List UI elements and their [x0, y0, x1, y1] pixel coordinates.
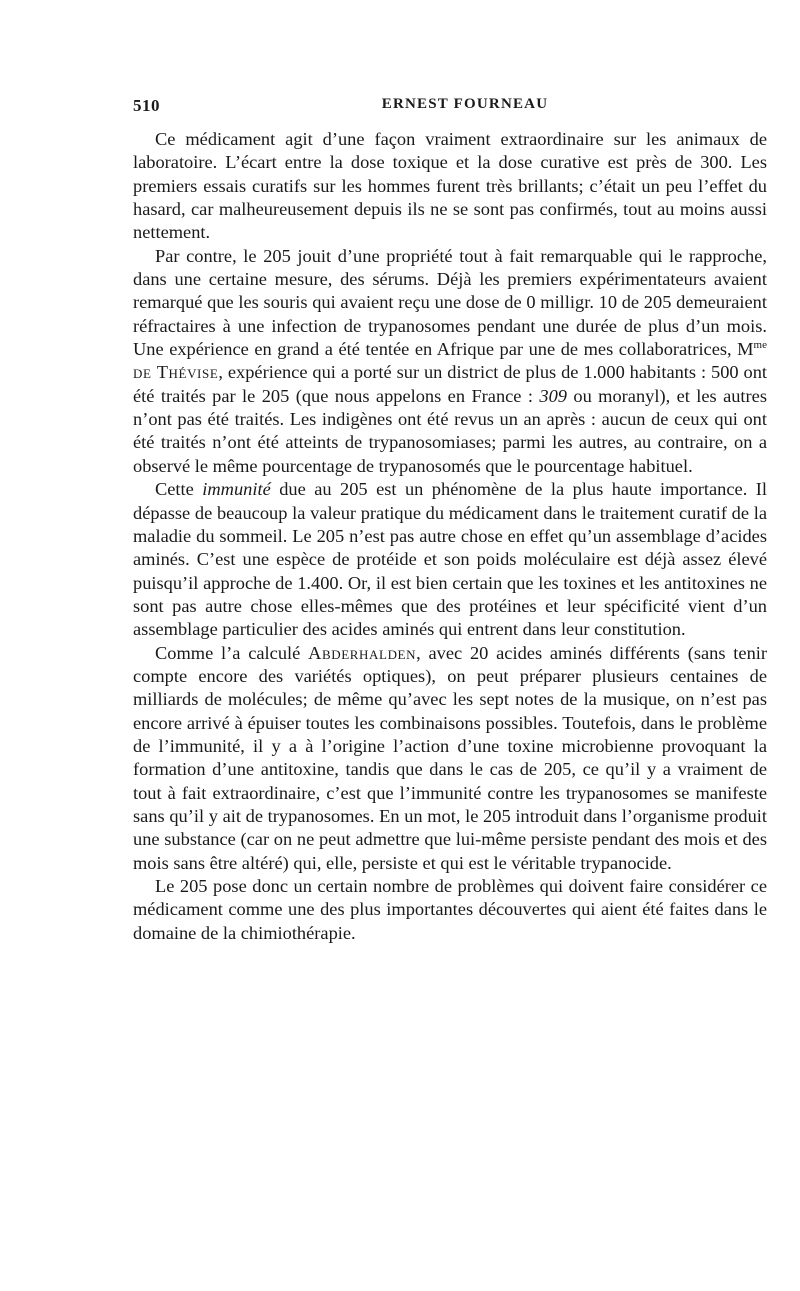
paragraph-4-text-a: Comme l’a calculé — [155, 642, 309, 663]
page-number: 510 — [133, 96, 160, 115]
running-title: ERNEST FOURNEAU — [381, 96, 549, 112]
body-text — [133, 128, 767, 945]
paragraph-3-italic: immunité — [202, 479, 271, 500]
paragraph-2-text-c: ou moranyl), et les autres n’ont pas été traités. Les indigènes ont été revus un an après : aucun de ceux qui ont été traités n’ont été atteints de trypanosomiases; parmi les autres, au contraire, on a observé le même pourcentage de trypanosomés que le pourcentage habituel. — [133, 385, 767, 476]
paragraph-1: Ce médicament agit d’une façon vraiment extraordinaire sur les animaux de laboratoire. L’écart entre la dose toxique et la dose curative est près de 300. Les premiers essais curatifs sur les hommes furent très brillants; c’était un peu l’effet du hasard, car malheureusement depuis ils ne se sont pas confirmés, tout au moins aussi nettement. — [133, 129, 767, 243]
paragraph-2-italic: 309 — [539, 385, 567, 406]
paragraph-4-text-b: , avec 20 acides aminés différents (sans tenir compte encore des variétés optiques), on peut préparer plusieurs centaines de milliards de molécules; de même qu’avec les sept notes de la musique, on n’est pas encore arrivé à épuiser toutes les combinaisons possibles. Toutefois, dans le problème de l’immunité, il y a à l’origine l’action d’une toxine microbienne provoquant la formation d’une antitoxine, tandis que dans le cas de 205, ce qu’il y a vraiment de tout à fait extraordinaire, c’est que l’immunité contre les trypanosomes se manifeste sans qu’il y ait de trypanosomes. En un mot, le 205 introduit dans l’organisme produit une substance (car on ne peut admettre que lui-même persiste pendant des mois et des mois sans être altéré) qui, elle, persiste et qui est le véritable trypanocide. — [133, 642, 767, 873]
page-header — [133, 96, 767, 124]
paragraph-3-text-b: due au 205 est un phénomène de la plus haute importance. Il dépasse de beaucoup la valeur pratique du médicament dans le traitement curatif de la maladie du sommeil. Le 205 n’est pas autre chose en effet qu’un assemblage d’acides aminés. C’est une espèce de protéide et son poids moléculaire est déjà assez élevé puisqu’il approche de 1.400. Or, il est bien certain que les toxines et les antitoxines ne sont pas autre chose elles-mêmes que des protéines et leur spécificité vient d’un assemblage particulier des acides aminés qui entrent dans leur constitution. — [133, 479, 767, 640]
book-page — [133, 96, 767, 945]
person-name: de Thévise — [133, 362, 219, 383]
title-abbreviation: me — [753, 338, 767, 351]
person-name: Abderhalden — [308, 642, 417, 663]
paragraph-3 — [133, 478, 767, 641]
paragraph-5: Le 205 pose donc un certain nombre de problèmes qui doivent faire considérer ce médicament comme une des plus importantes découvertes qui aient été faites dans le domaine de la chimiothérapie. — [133, 876, 767, 943]
paragraph-2 — [133, 245, 767, 478]
paragraph-2-text-b: , expérience qui a porté sur un district de plus de 1.000 habitants : 500 ont été traités par le 205 (que nous appelons en France : — [133, 362, 767, 406]
paragraph-4 — [133, 642, 767, 875]
paragraph-3-text-a: Cette — [155, 479, 203, 500]
paragraph-2-text-a: Par contre, le 205 jouit d’une propriété tout à fait remarquable qui le rapproche, dans une certaine mesure, des sérums. Déjà les premiers expérimentateurs avaient remarqué que les souris qui avaient reçu une dose de 0 milligr. 10 de 205 demeuraient réfractaires à une infection de trypanosomes pendant une durée de plus d’un mois. Une expérience en grand a été tentée en Afrique par une de mes collaboratrices, M — [133, 245, 767, 360]
